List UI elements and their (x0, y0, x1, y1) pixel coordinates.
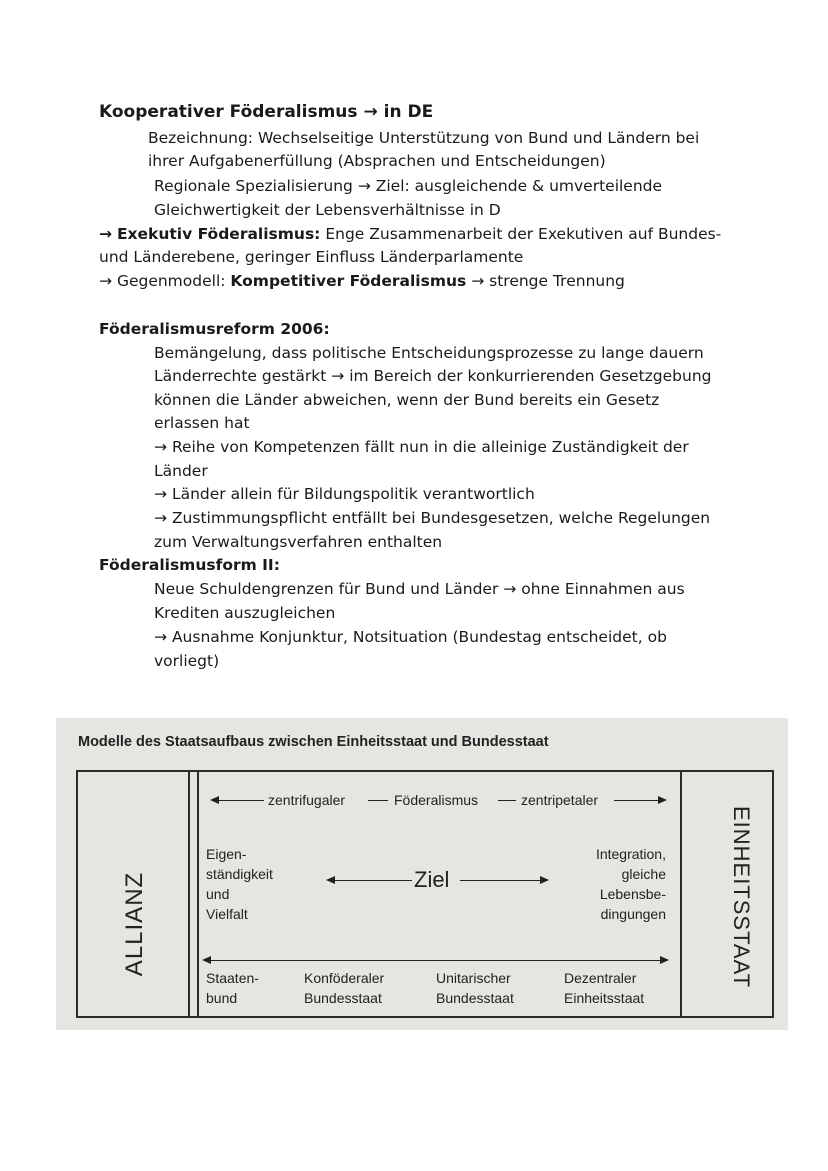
staatenbund-line-2: bund (206, 990, 238, 1006)
text-line (99, 271, 625, 291)
zentrifugaler-label: zentrifugaler (268, 792, 346, 808)
arrow-icon: → (154, 509, 167, 527)
right-goal-line-2: gleiche (621, 866, 666, 882)
diagram-title: Modelle des Staatsaufbaus zwischen Einheitsstaat und Bundesstaat (78, 734, 549, 750)
ziel-label: Ziel (414, 867, 450, 892)
heading-foederalismusform-ii: Föderalismusform II: (99, 556, 280, 574)
left-goal-line-1: Eigen- (206, 846, 247, 862)
heading-text: Kooperativer Föderalismus (99, 102, 358, 122)
text-line (99, 224, 721, 244)
einheitsstaat-label: EINHEITSSTAAT (729, 805, 755, 989)
text-line: Gleichwertigkeit der Lebensverhältnisse in D (154, 201, 501, 219)
diagram-frame (76, 770, 774, 1018)
text-line: Länder (154, 462, 208, 480)
text-line (154, 366, 712, 386)
arrow-line (498, 800, 516, 801)
foederalismus-label: Föderalismus (394, 792, 479, 808)
text-span: ohne Einnahmen aus (521, 580, 685, 598)
left-goal-line-2: ständigkeit (206, 866, 273, 882)
unitarischer-line-2: Bundesstaat (436, 990, 514, 1006)
left-column-divider (188, 772, 190, 1016)
arrow-icon: → (471, 272, 485, 290)
arrow-right-icon (658, 796, 667, 804)
arrow-right-icon (540, 876, 549, 884)
arrow-icon: → (99, 272, 112, 290)
text-line: erlassen hat (154, 414, 250, 432)
arrow-line (332, 880, 412, 881)
right-column-divider (680, 772, 682, 1016)
staatenbund-line-1: Staaten- (206, 970, 259, 986)
text-line (154, 579, 685, 599)
konfoederaler-line-2: Bundesstaat (304, 990, 382, 1006)
text-line: können die Länder abweichen, wenn der Bund bereits ein Gesetz (154, 391, 660, 409)
text-line: und Länderebene, geringer Einfluss Länderparlamente (99, 248, 524, 266)
bold-term: Kompetitiver Föderalismus (230, 272, 467, 290)
staatsaufbau-diagram (56, 718, 788, 1030)
arrow-line (368, 800, 388, 801)
text-line: Krediten auszugleichen (154, 604, 336, 622)
arrow-line (216, 800, 264, 801)
text-span: im Bereich der konkurrierenden Gesetzgebung (349, 367, 712, 385)
heading-text: in DE (383, 102, 434, 122)
left-goal-line-4: Vielfalt (206, 906, 248, 922)
text-line (154, 508, 710, 528)
arrow-icon: → (363, 102, 378, 122)
text-line (154, 176, 662, 196)
text-line: Bemängelung, dass politische Entscheidungsprozesse zu lange dauern (154, 344, 704, 362)
text-span: Regionale Spezialisierung (154, 177, 353, 195)
konfoederaler-line-1: Konföderaler (304, 970, 385, 986)
text-line (154, 627, 667, 647)
text-line: vorliegt) (154, 652, 220, 670)
arrow-line (460, 880, 542, 881)
text-line (154, 484, 535, 504)
text-span: Gegenmodell: (116, 272, 226, 290)
left-column-divider (197, 772, 199, 1016)
zentripetaler-label: zentripetaler (521, 792, 599, 808)
right-goal-line-4: dingungen (600, 906, 666, 922)
text-span: strenge Trennung (489, 272, 625, 290)
text-span: Neue Schuldengrenzen für Bund und Länder (154, 580, 499, 598)
right-goal-line-3: Lebensbe- (599, 886, 666, 902)
text-span: Enge Zusammenarbeit der Exekutiven auf Bundes- (325, 225, 722, 243)
dezentraler-line-1: Dezentraler (564, 970, 637, 986)
arrow-icon: → (99, 225, 112, 243)
unitarischer-line-1: Unitarischer (436, 970, 511, 986)
text-span: Länder allein für Bildungspolitik verantwortlich (171, 485, 535, 503)
text-line: zum Verwaltungsverfahren enthalten (154, 533, 443, 551)
arrow-icon: → (154, 485, 167, 503)
right-goal-line-1: Integration, (595, 846, 666, 862)
arrow-line (614, 800, 660, 801)
arrow-icon: → (154, 628, 167, 646)
arrow-icon: → (357, 177, 371, 195)
text-line (154, 437, 689, 457)
left-goal-line-3: und (206, 886, 230, 902)
arrow-line (208, 960, 662, 961)
text-span: Länderrechte gestärkt (154, 367, 327, 385)
allianz-label: ALLIANZ (121, 871, 149, 977)
text-line: ihrer Aufgabenerfüllung (Absprachen und Entscheidungen) (148, 152, 606, 170)
text-line: Bezeichnung: Wechselseitige Unterstützung von Bund und Ländern bei (148, 129, 700, 147)
dezentraler-line-2: Einheitsstaat (564, 990, 645, 1006)
bold-term: Exekutiv Föderalismus: (116, 225, 321, 243)
text-span: Ausnahme Konjunktur, Notsituation (Bundestag entscheidet, ob (171, 628, 667, 646)
heading-kooperativer-foederalismus (99, 102, 433, 122)
text-span: Zustimmungspflicht entfällt bei Bundesgesetzen, welche Regelungen (171, 509, 711, 527)
arrow-icon: → (331, 367, 345, 385)
arrow-right-icon (660, 956, 669, 964)
text-span: Reihe von Kompetenzen fällt nun in die alleinige Zuständigkeit der (171, 438, 689, 456)
text-span: Ziel: ausgleichende & umverteilende (375, 177, 663, 195)
arrow-icon: → (503, 580, 517, 598)
arrow-icon: → (154, 438, 167, 456)
heading-foederalismusreform-2006: Föderalismusreform 2006: (99, 320, 330, 338)
